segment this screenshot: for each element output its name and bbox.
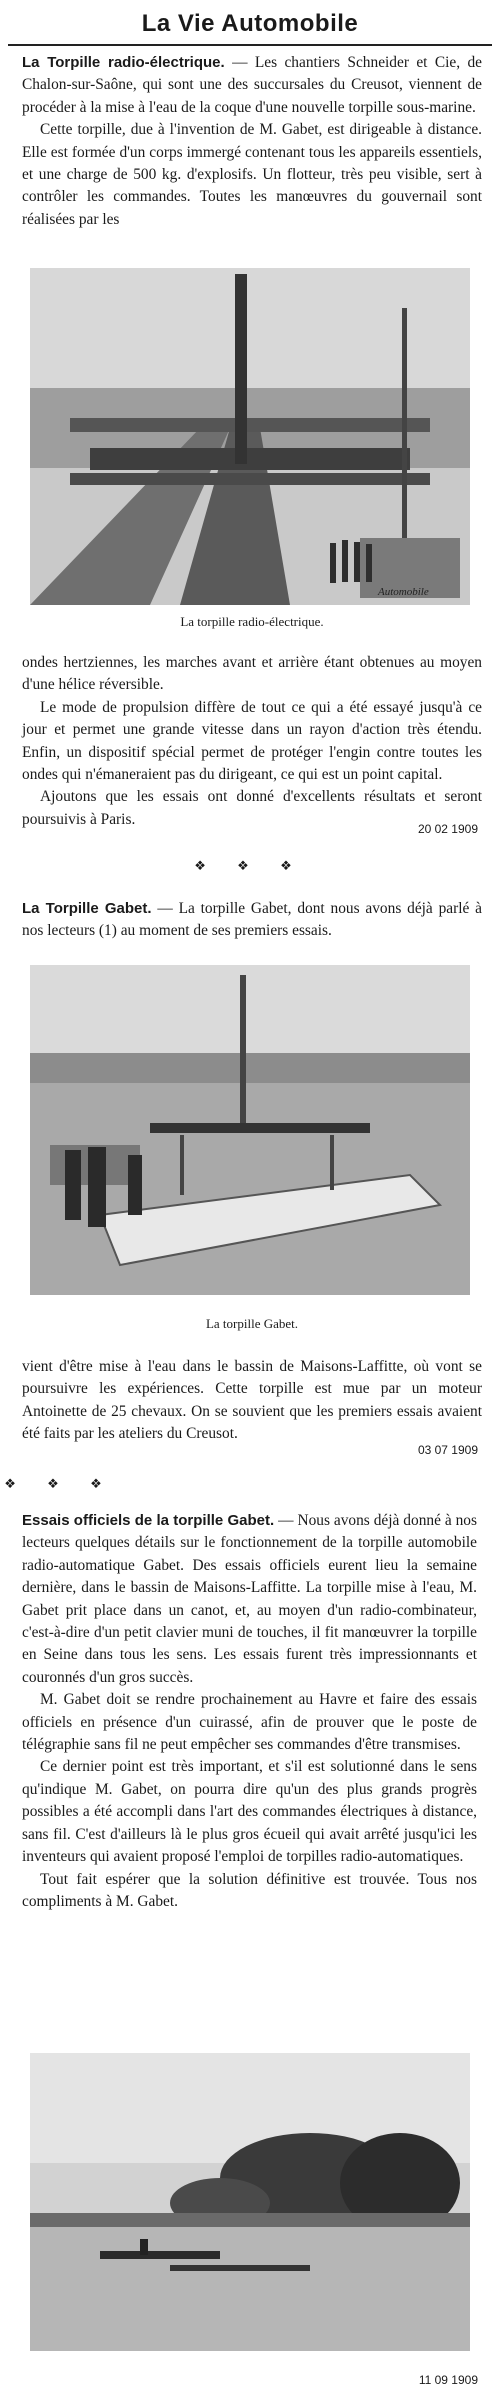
photo-torpille-gabet — [30, 965, 470, 1295]
masthead — [8, 4, 492, 46]
photo-1-illustration — [30, 268, 470, 605]
article1-photo-caption: La torpille radio-électrique. — [180, 614, 324, 629]
article3-paragraph-1: Essais officiels de la torpille Gabet. — Nous avons déjà donné à nos lecteurs quelques détails sur le fonctionnement de la torpille automobile radio-automatique Gabet. Des essais officiels eurent lieu la semaine dernière, dans le bassin de Maisons-Laffitte. La torpille mise à l'eau, M. Gabet prit place dans un canot, et, au moyen d'un radio-combinateur, c'est-à-dire d'un petit clavier muni de touches, il fit manœuvrer la torpille en Seine dans tous les sens. Les essais furent très impressionnants et couronnés d'un gros succès. — [22, 1512, 477, 1686]
photo-3-illustration — [30, 2053, 470, 2351]
article3-paragraph-3: Ce dernier point est très important, et s'il est solutionné dans le sens qu'indique M. Gabet, on pourra dire qu'un des plus grands progrès possibles a été accompli dans l'art des commandes électriques à distance, sans fil. C'est d'ailleurs là le plus gros écueil qui avait arrêté jusqu'ici les inventeurs qui avaient proposé l'emploi de torpilles radio-automatiques. — [22, 1758, 477, 1866]
article3-paragraph-2: M. Gabet doit se rendre prochainement au Havre et faire des essais officiels en présence d'un cuirassé, afin de prouver que le poste de télégraphie sans fil ne peut empêcher ses commandes d'être transmises. — [22, 1691, 477, 1754]
article1-paragraph-3: ondes hertziennes, les marches avant et arrière étant obtenues au moyen d'une hélice réversible. — [22, 654, 482, 694]
article2-headline: La Torpille Gabet. — [22, 900, 152, 917]
article2-continuation — [22, 1356, 482, 1446]
article2-photo-caption: La torpille Gabet. — [205, 1316, 299, 1331]
article2-intro — [22, 898, 482, 943]
article1-paragraph-4: Le mode de propulsion diffère de tout ce qui a été essayé jusqu'à ce jour et permet une grande vitesse dans un rayon d'action très étendu. Enfin, un dispositif spécial permet de protéger l'engin contre toutes les ondes qui n'émaneraient pas du dirigeant, ce qui est un point capital. — [22, 698, 482, 784]
article1-continuation — [22, 652, 482, 831]
photo-2-illustration — [30, 965, 470, 1295]
article3-body — [22, 1510, 477, 1913]
article3-paragraph-4: Tout fait espérer que la solution définitive est trouvée. Tous nos compliments à M. Gabet. — [22, 1870, 477, 1910]
article3-headline: Essais officiels de la torpille Gabet. — [22, 1512, 275, 1529]
article2-paragraph-2: vient d'être mise à l'eau dans le bassin de Maisons-Laffitte, où vont se poursuivre les expériences. Cette torpille est mue par un moteur Antoinette de 25 chevaux. On se souvient que les premiers essais avaient été faits par les ateliers du Creusot. — [22, 1358, 482, 1443]
photo-credit: Automobile — [378, 586, 429, 598]
photo-essais-officiels — [30, 2053, 470, 2351]
article1-headline: La Torpille radio-électrique. — [22, 54, 225, 71]
masthead-title: La Vie Automobile — [141, 10, 359, 37]
article1-paragraph-5: Ajoutons que les essais ont donné d'excellents résultats et seront poursuivis à Paris. — [22, 788, 482, 828]
photo-torpille-radio-electrique — [30, 268, 470, 605]
section-ornament-2: ❖ ❖ ❖ — [4, 1476, 116, 1491]
article1-date: 20 02 1909 — [417, 822, 478, 836]
article3-date: 11 09 1909 — [418, 2373, 478, 2387]
section-ornament-1: ❖ ❖ ❖ — [194, 858, 306, 873]
article2-paragraph-1: La Torpille Gabet. — La torpille Gabet, dont nous avons déjà parlé à nos lecteurs (1) au moment de ses premiers essais. — [22, 900, 482, 940]
article2-date: 03 07 1909 — [417, 1443, 478, 1457]
article1-intro — [22, 52, 482, 231]
article1-paragraph-1: La Torpille radio-électrique. — Les chantiers Schneider et Cie, de Chalon-sur-Saône, qui sont une des succursales du Creusot, viennent de procéder à la mise à l'eau de la coque d'une nouvelle torpille sous-marine. — [22, 54, 482, 116]
article1-paragraph-2: Cette torpille, due à l'invention de M. Gabet, est dirigeable à distance. Elle est formée d'un corps immergé contenant tous les appareils essentiels, et une charge de 500 kg. d'explosifs. Un flotteur, très peu visible, sert à contrôler les commandes. Toutes les manœuvres du gouvernail sont réalisées par les — [22, 121, 482, 228]
